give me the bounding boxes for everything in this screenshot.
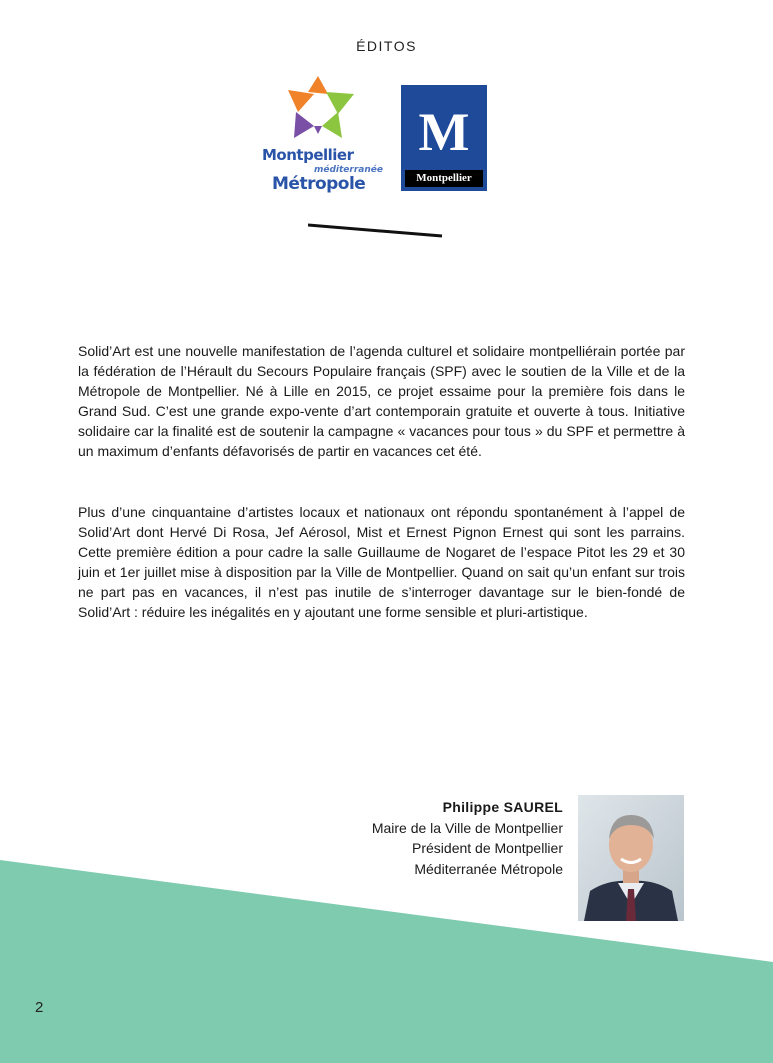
body-paragraph-2: Plus d’une cinquantaine d’artistes locaux et nationaux ont répondu spontanément à l’appel de Solid’Art dont Hervé Di Rosa, Jef Aérosol, Mist et Ernest Pignon Ernest qui sont les parrains. Cette première édition a pour cadre la salle Guillaume de Nogaret de l’espace Pitot les 29 et 30 juin et 1er juillet mise à disposition par la Ville de Montpellier. Quand on sait qu’un enfant sur trois ne part pas en vacances, il n’est pas inutile de s’interroger davantage sur le bien-fondé de Solid’Art : réduire les inégalités en y ajoutant une forme sensible et pluri-artistique. [78, 504, 685, 620]
signatory-role-line-1: Maire de la Ville de Montpellier [371, 819, 563, 836]
signatory-role-line-2: Président de Montpellier [412, 840, 563, 856]
signatory-role-line-3: Méditerranée Métropole [414, 860, 563, 877]
signature-block [372, 797, 563, 879]
ville-logo [401, 85, 487, 191]
page-number: 2 [35, 999, 44, 1016]
portrait-photo [578, 795, 684, 921]
logo-text-mediterranee: méditerranée [314, 165, 383, 175]
logo-m-letter: M [418, 102, 470, 162]
signatory-name: Philippe SAUREL [442, 799, 563, 815]
logo-text-montpellier: Montpellier [262, 146, 354, 164]
logo-m-label: Montpellier [405, 170, 483, 187]
section-title: ÉDITOS [356, 38, 417, 54]
star-logo-icon [258, 72, 388, 152]
logo-text-metropole: Métropole [272, 174, 366, 194]
decorative-rule [308, 223, 448, 239]
metropole-logo [258, 72, 388, 200]
body-paragraph-1: Solid’Art est une nouvelle manifestation de l’agenda culturel et solidaire montpelliérain portée par la fédération de l’Hérault du Secours Populaire français (SPF) avec le soutien de la Ville et de la Métropole de Montpellier. Né à Lille en 2015, ce projet essaime pour la première fois dans le Grand Sud. C’est une grande expo-vente d’art contemporain gratuite et ouverte à tous. Initiative solidaire car la finalité est de soutenir la campagne « vacances pour tous » du SPF et permettre à un maximum d’enfants défavorisés de partir en vacances cet été. [78, 343, 685, 459]
